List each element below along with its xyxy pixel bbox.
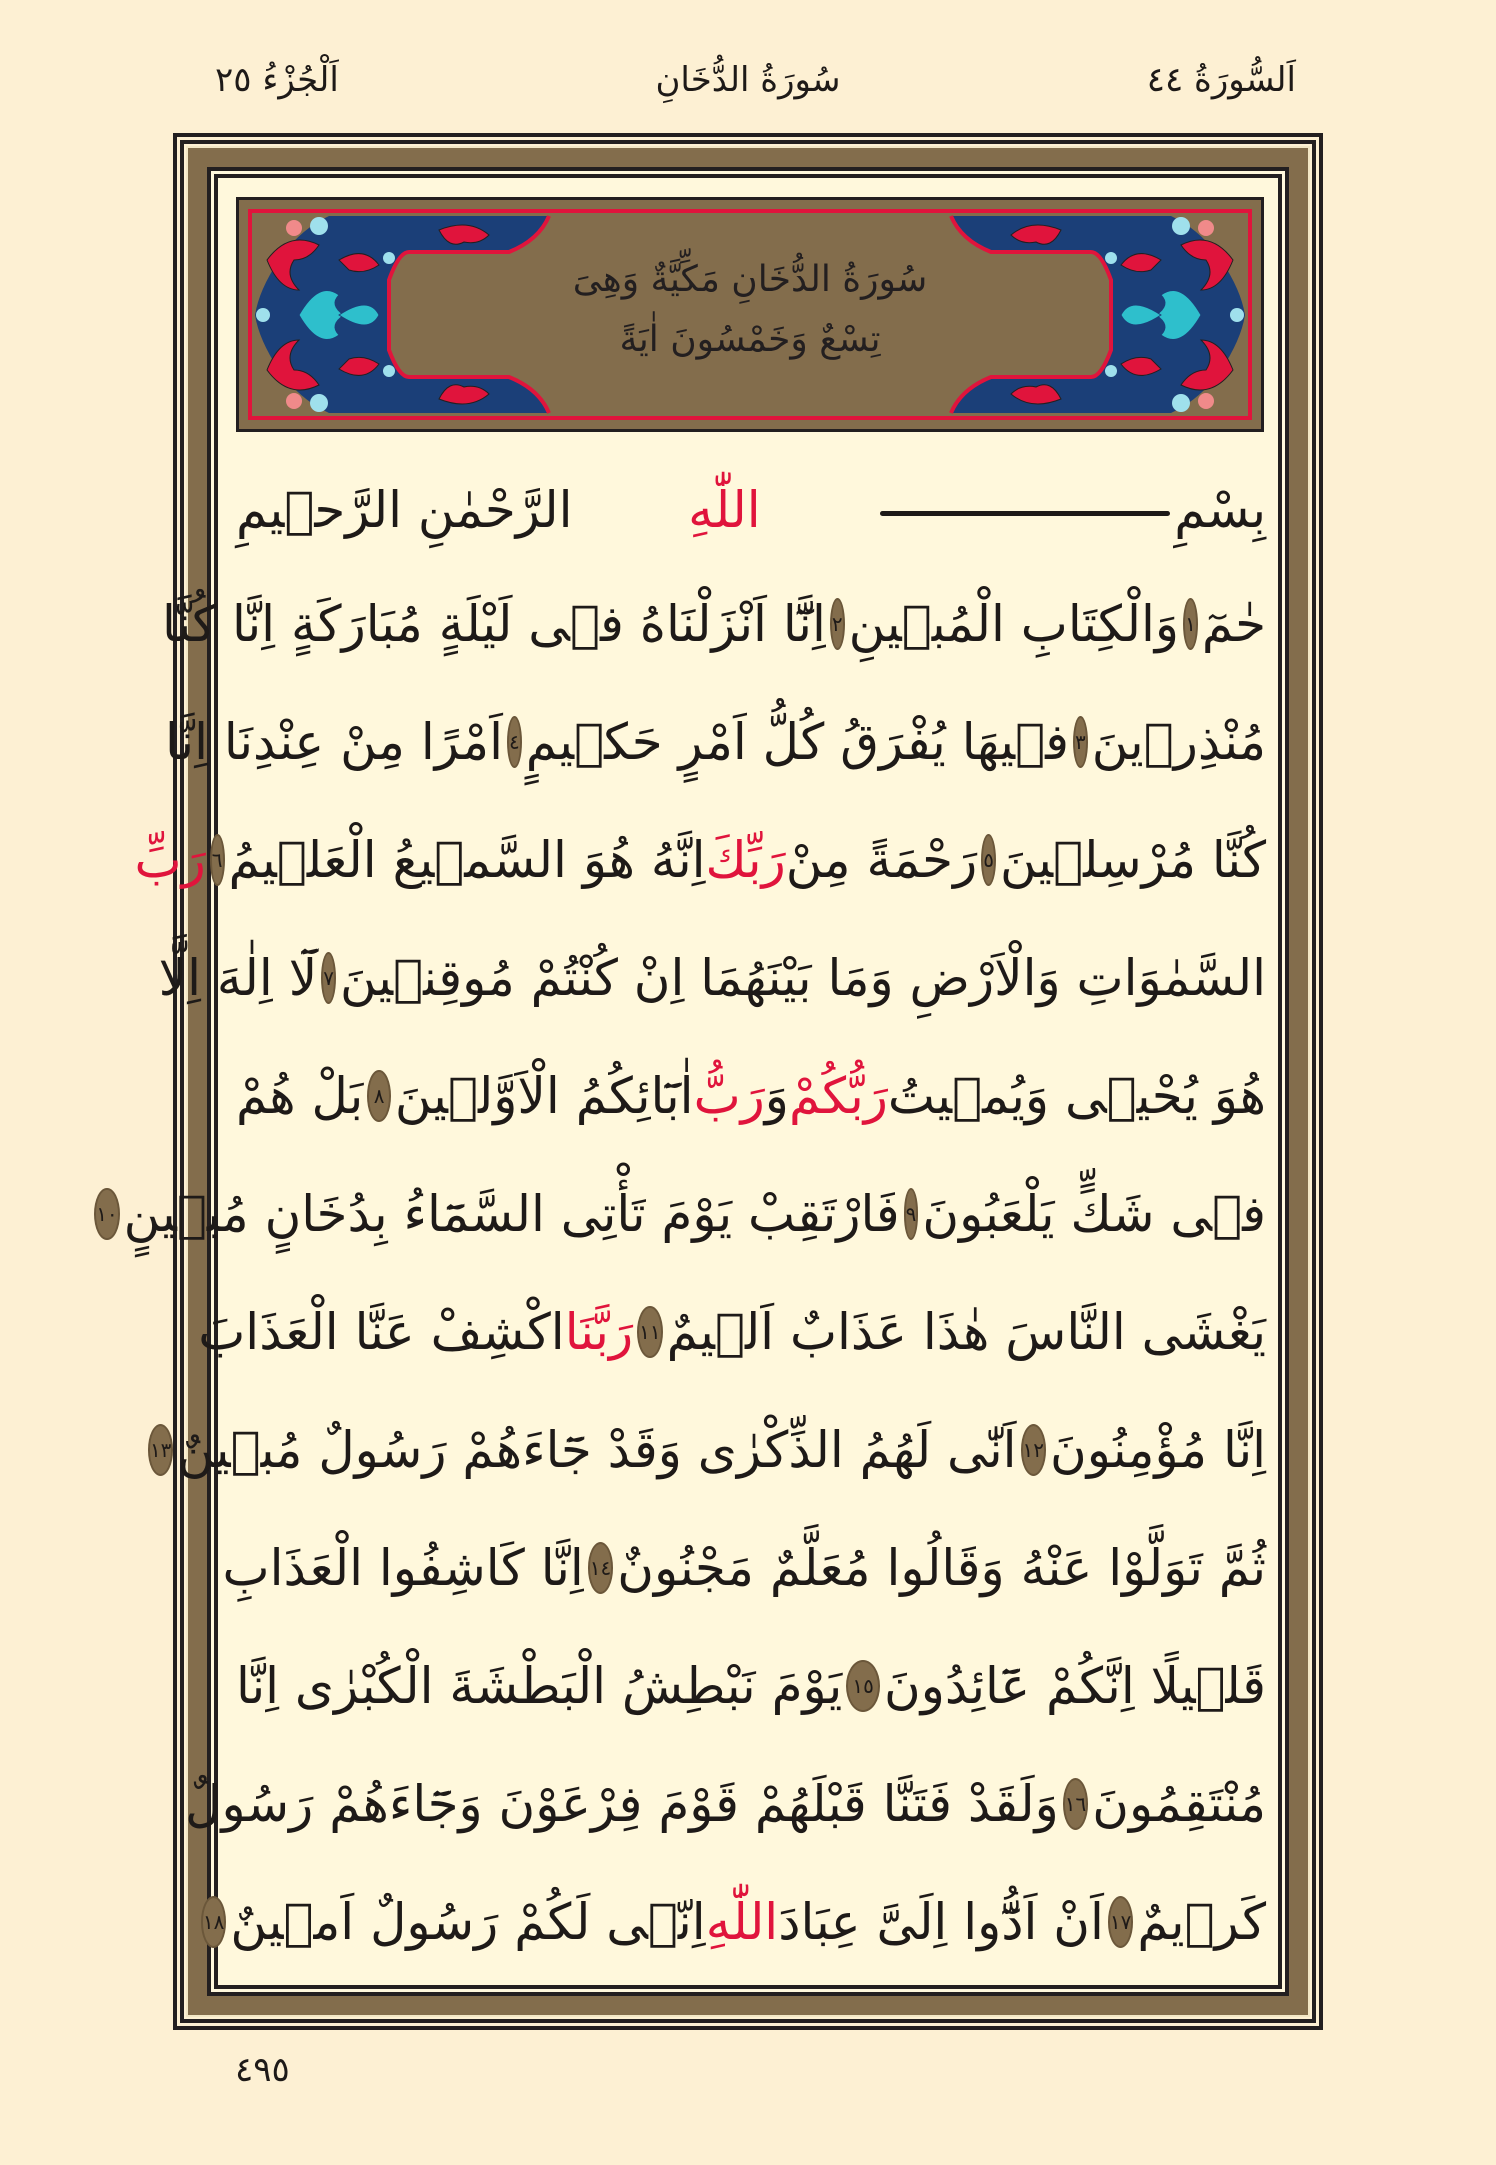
- surah-name-header: سُورَةُ الدُّخَانِ: [655, 60, 841, 100]
- verse-text: مُنْذِر۪ينَ: [1091, 713, 1266, 771]
- verse-text: اَنْ اَدُّٓوا اِلَىَّ عِبَادَ: [778, 1893, 1104, 1951]
- verse-number-marker: ١٠: [96, 1190, 117, 1238]
- surah-title-line2: تِسْعٌ وَخَمْسُونَ اٰيَةً: [619, 319, 881, 360]
- verse-number-marker: ٨: [369, 1072, 389, 1120]
- bismillah-bism: بِسْمِ: [1174, 481, 1266, 539]
- highlighted-word: رَبُّ: [693, 1067, 765, 1125]
- verse-number-marker: ١٧: [1110, 1898, 1131, 1946]
- verse-text: وَالْكِتَابِ الْمُب۪ينِ: [848, 595, 1180, 653]
- verse-text: هُوَ يُحْي۪ى وَيُم۪يتُ: [887, 1067, 1266, 1125]
- verse-number-marker: ٤: [509, 718, 520, 766]
- verse-text: اَنّٰى لَهُمُ الذِّكْرٰى وَقَدْ جَٓاءَهُمْ رَسُولٌ مُب۪ينٌ: [177, 1421, 1017, 1479]
- text-line: [149, 1391, 1266, 1509]
- verse-text: وَ: [764, 1067, 789, 1125]
- verse-text: كُنَّا مُرْسِل۪ينَ: [1000, 831, 1266, 889]
- verse-text: بَلْ هُمْ: [236, 1067, 364, 1125]
- text-line: [198, 1273, 1266, 1391]
- verse-number-marker: ١٦: [1065, 1780, 1086, 1828]
- verse-text: ثُمَّ تَوَلَّوْا عَنْهُ وَقَالُوا مُعَلَّمٌ مَجْنُونٌ: [617, 1539, 1266, 1597]
- verse-number-marker: ٦: [212, 836, 223, 884]
- verse-number-marker: ١٨: [203, 1898, 224, 1946]
- quran-text-block: [96, 455, 1266, 1981]
- surah-number-label: اَلسُّورَةُ ٤٤: [1146, 60, 1296, 100]
- verse-number-marker: ١٥: [848, 1662, 878, 1710]
- verse-number-marker: ٩: [906, 1190, 917, 1238]
- verse-text: لَٓا اِلٰهَ اِلَّا: [158, 949, 318, 1007]
- text-line: [96, 1155, 1266, 1273]
- text-line: [202, 1863, 1266, 1981]
- highlighted-word: رَبَّنَا: [564, 1303, 634, 1361]
- verse-number-marker: ٥: [983, 836, 994, 884]
- text-line: [164, 683, 1266, 801]
- surah-title-line1: سُورَةُ الدُّخَانِ مَكِّيَّةٌ وَهِىَ: [572, 259, 928, 300]
- kashida-stroke: [880, 511, 1170, 516]
- highlighted-word: رَبُّكُمْ: [788, 1067, 888, 1125]
- verse-number-marker: ٧: [323, 954, 334, 1002]
- text-line: [134, 801, 1266, 919]
- verse-text: اِنَّا مُؤْمِنُونَ: [1050, 1421, 1266, 1479]
- verse-text: اِنَّا كَاشِفُوا الْعَذَابِ: [222, 1539, 584, 1597]
- verse-text: اِنَّهُ هُوَ السَّم۪يعُ الْعَل۪يمُ: [228, 831, 706, 889]
- highlighted-word: رَبِّ: [134, 831, 206, 889]
- verse-text: مُنْتَقِمُونَ: [1092, 1775, 1266, 1833]
- word-allah: اللّٰهِ: [688, 481, 761, 539]
- verse-number-marker: ١٣: [150, 1426, 171, 1474]
- verse-text: حٰمٓ: [1201, 595, 1266, 653]
- text-line: [158, 919, 1266, 1037]
- verse-number-marker: ٢: [832, 600, 843, 648]
- juz-label: اَلْجُزْءُ ٢٥: [215, 60, 339, 100]
- verse-text: ف۪يهَا يُفْرَقُ كُلُّ اَمْرٍ حَك۪يمٍ: [525, 713, 1069, 771]
- verse-text: اِنّ۪ى لَكُمْ رَسُولٌ اَم۪ينٌ: [230, 1893, 706, 1951]
- bismillah-part: [876, 451, 1266, 569]
- text-line: [222, 1509, 1266, 1627]
- text-line: [236, 1037, 1266, 1155]
- verse-number-marker: ١٢: [1023, 1426, 1044, 1474]
- verse-number-marker: ٣: [1075, 718, 1086, 766]
- verse-number-marker: ١: [1185, 600, 1196, 648]
- verse-text: ف۪ى شَكٍّ يَلْعَبُونَ: [922, 1185, 1266, 1243]
- verse-text: اٰبَٓائِكُمُ الْاَوَّل۪ينَ: [394, 1067, 694, 1125]
- highlighted-word: رَبِّكَ: [705, 831, 786, 889]
- verse-text: وَلَقَدْ فَتَنَّا قَبْلَهُمْ قَوْمَ فِرْعَوْنَ وَجَٓاءَهُمْ رَسُولٌ: [185, 1775, 1059, 1833]
- verse-number-marker: ١١: [639, 1308, 660, 1356]
- verse-text: السَّمٰوَاتِ وَالْاَرْضِ وَمَا بَيْنَهُمَا اِنْ كُنْتُمْ مُوقِن۪ينَ: [339, 949, 1266, 1007]
- surah-header-cartouche: [236, 197, 1264, 432]
- verse-text: قَل۪يلًا اِنَّكُمْ عَٓائِدُونَ: [884, 1657, 1266, 1715]
- text-line: [236, 1627, 1266, 1745]
- bismillah-rahman-rahim: الرَّحْمٰنِ الرَّح۪يمِ: [236, 481, 573, 539]
- verse-text: اِنَّٓا اَنْزَلْنَاهُ ف۪ى لَيْلَةٍ مُبَارَكَةٍ اِنَّا كُنَّا: [162, 595, 826, 653]
- verse-text: كَر۪يمٌ: [1137, 1893, 1266, 1951]
- verse-text: يَوْمَ نَبْطِشُ الْبَطْشَةَ الْكُبْرٰى اِنَّا: [236, 1657, 843, 1715]
- bismillah-line: [236, 455, 1266, 565]
- text-line: [185, 1745, 1266, 1863]
- highlighted-word: اللّٰهِ: [705, 1893, 779, 1951]
- verse-text: يَغْشَى النَّاسَ هٰذَا عَذَابٌ اَل۪يمٌ: [666, 1303, 1266, 1361]
- verse-number-marker: ١٤: [590, 1544, 611, 1592]
- verse-text: اكْشِفْ عَنَّا الْعَذَابَ: [198, 1303, 565, 1361]
- text-line: [162, 565, 1266, 683]
- verse-text: اَمْرًا مِنْ عِنْدِنَا اِنَّا: [164, 713, 503, 771]
- verse-lines: [96, 565, 1266, 1981]
- verse-text: رَحْمَةً مِنْ: [785, 831, 978, 889]
- page-number: ٤٩٥: [235, 2050, 290, 2090]
- verse-text: فَارْتَقِبْ يَوْمَ تَأْتِى السَّمَٓاءُ بِدُخَانٍ مُب۪ينٍ: [123, 1185, 900, 1243]
